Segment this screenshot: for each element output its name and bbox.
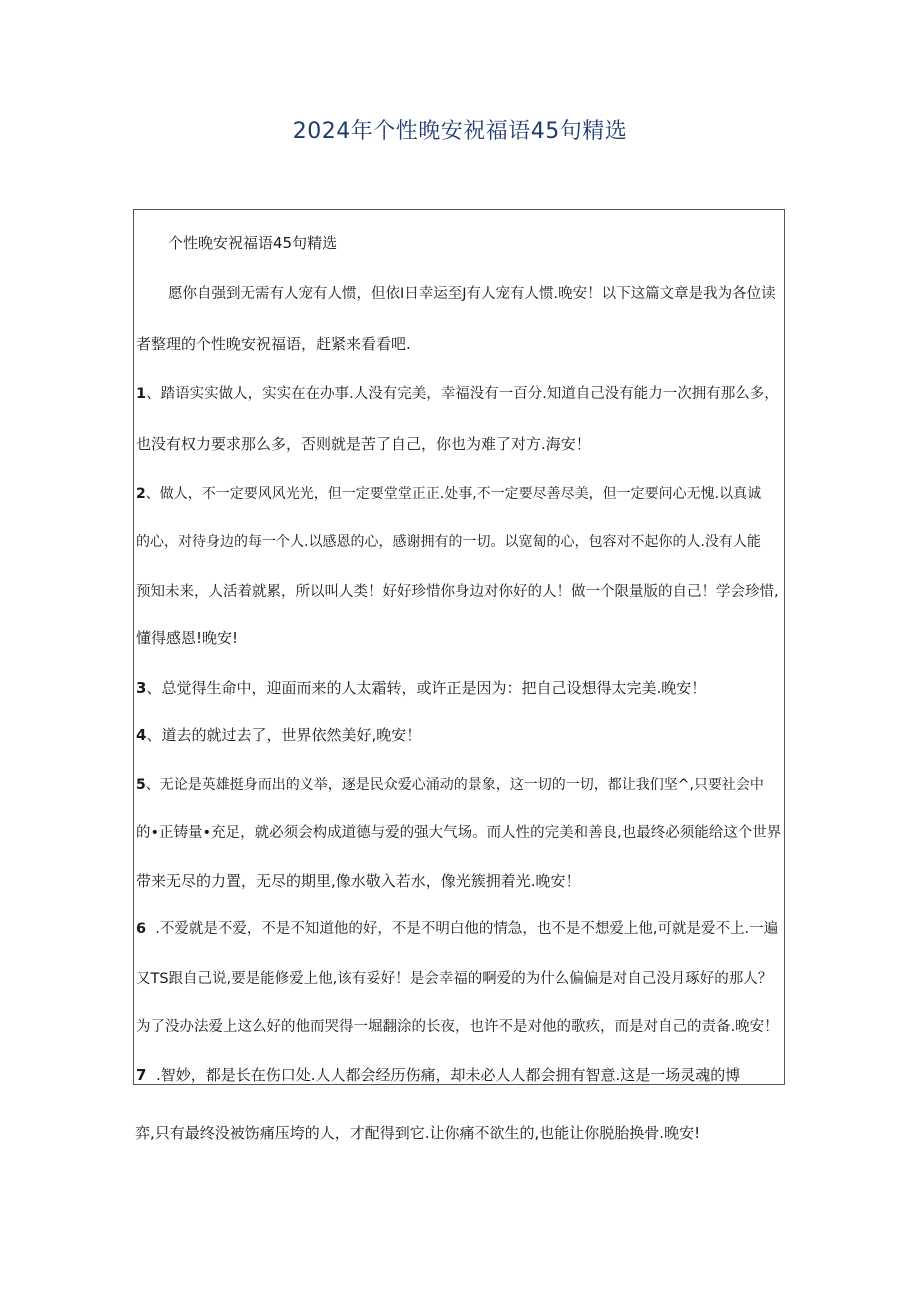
item-text: 、做人，不一定要风风光光，但一定要堂堂正正.处事,不一定要尽善尽美，但一定要问心无愧.以真诚 (145, 486, 762, 502)
list-item-line (136, 384, 779, 404)
list-item-line: 为了没办法爱上这么好的他而哭得一堀翻涂的长夜，也许不是对他的歌疚，而是对自己的责备.晚安！ (136, 1019, 779, 1035)
item-number: 4 (136, 726, 147, 744)
intro-line: 愿你自强到无需有人宠有人惯，但依I日幸运至J有人宠有人惯.晚安！以下这篇文章是我为各位读 (168, 286, 776, 302)
item-number: 7 (136, 1066, 147, 1084)
item-text: 、无论是英雄挺身而出的义举，逐是民众爱心涌动的景象，这一切的一切，都让我们坚^,只要社会中 (145, 777, 764, 793)
list-item-line: 的•正铸量•充足，就必须会构成道德与爱的强大气场。而人性的完美和善良,也最终必须能给这个世界 (136, 825, 782, 841)
continuation-text: 弈,只有最终没被饬痛压垮的人，才配得到它.让你痛不欲生的,也能让你脱胎换骨.晚安! (135, 1124, 701, 1142)
box-heading: 个性晚安祝福语45句精选 (168, 234, 338, 252)
list-item-line: 带来无尽的力置，无尽的期里,像水敬入若水，像光簇拥着光.晚安！ (136, 872, 581, 890)
list-item-line (136, 725, 421, 745)
item-text: 、总觉得生命中，迎面而来的人太霜转，或许正是因为：把自己设想得太完美.晚安！ (146, 679, 707, 697)
item-number: 1 (136, 386, 147, 402)
list-item-line (136, 919, 778, 939)
list-item-line: 预知未来，人活着就累，所以叫人类！好好珍惜你身边对你好的人！做一个限量版的自己！学会珍惜, (136, 584, 779, 600)
list-item-line: 也没有权力要求那么多，否则就是苦了自己，你也为难了对方.海安！ (136, 435, 591, 453)
item-text: .智妙，都是长在伤口处.人人都会经历伤痛，却未必人人都会拥有智意.这是一场灵魂的博 (146, 1066, 741, 1084)
list-item-line: 的心，对待身边的每一个人.以感恩的心，感谢拥有的一切。以宽匐的心，包容对不起你的人.没有人能 (136, 534, 761, 550)
list-item-line: 懂得感恩!晚安! (136, 629, 239, 647)
document-title: 2024年个性晚安祝福语45句精选 (292, 119, 628, 144)
intro-line: 者整理的个性晚安祝福语，赶紧来看看吧. (136, 335, 411, 353)
list-item-line (136, 678, 706, 698)
item-text: .不爱就是不爱，不是不知道他的好，不是不明白他的情急，也不是不想爱上他,可就是爱不上.一遍 (146, 921, 779, 937)
list-item-line (136, 775, 764, 795)
list-item-line (136, 1065, 740, 1085)
list-item-line: 又TS跟自己说,要是能修爱上他,该有妥好！是会幸福的啊爱的为什么偏偏是对自己没月琢好的那人？ (136, 971, 773, 987)
item-text: 、道去的就过去了，世界依然美好,晚安！ (146, 726, 422, 744)
item-number: 6 (136, 921, 147, 937)
item-number: 2 (136, 486, 146, 502)
item-text: 、踏语实实做人，实实在在办事.人没有完美，幸福没有一百分.知道自己没有能力一次拥有那么多， (146, 386, 779, 402)
list-item-line (136, 484, 761, 504)
item-number: 3 (136, 679, 147, 697)
content-box (133, 209, 785, 1085)
item-number: 5 (136, 777, 146, 793)
